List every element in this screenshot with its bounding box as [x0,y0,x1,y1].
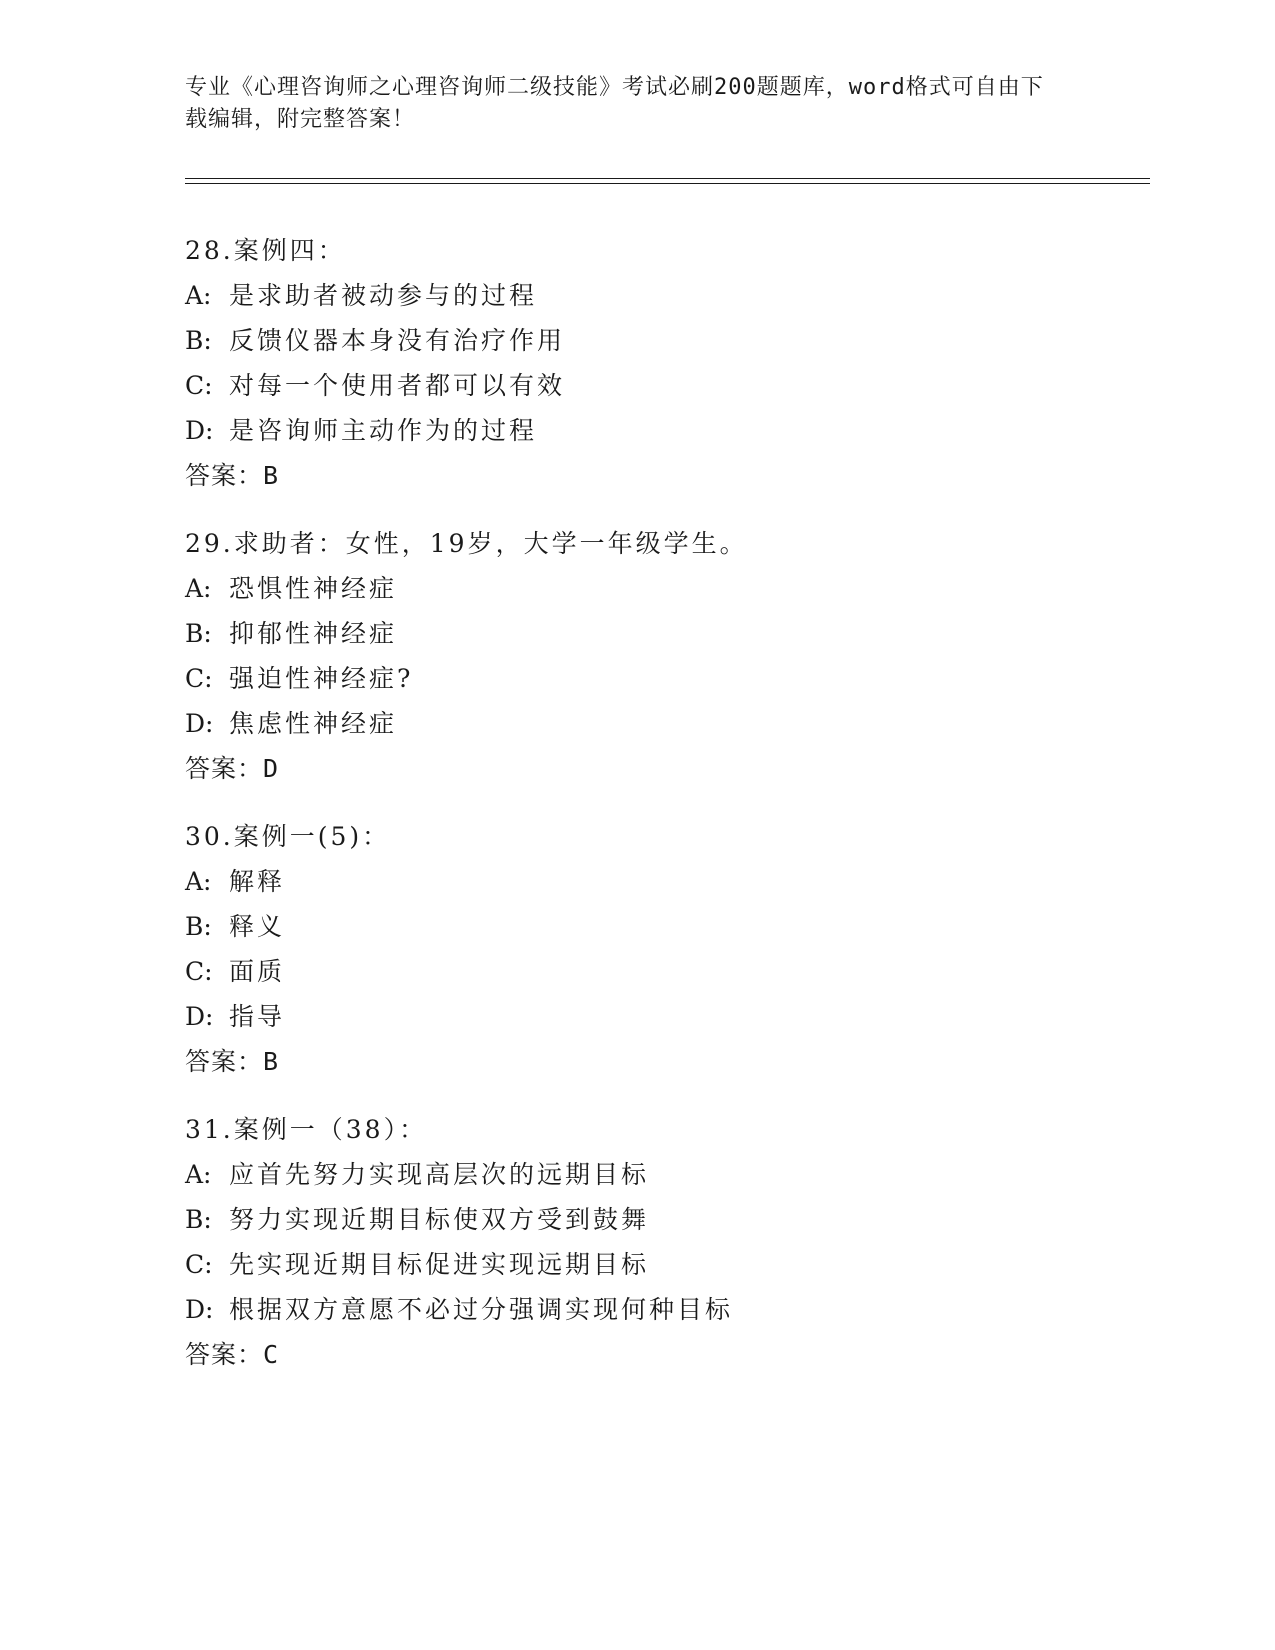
option-d [185,1295,1145,1325]
option-key: D: [185,416,214,445]
option-text: 解释 [229,867,286,896]
question-30 [185,822,1145,1077]
option-key: D: [185,709,214,738]
option-b [185,912,1145,942]
option-key: A: [185,867,212,896]
option-text: 应首先努力实现高层次的远期目标 [229,1160,650,1189]
option-key: D: [185,1002,214,1031]
option-text: 焦虑性神经症 [229,709,398,738]
option-c [185,664,1145,694]
option-text: 先实现近期目标促进实现远期目标 [229,1250,650,1279]
option-text: 强迫性神经症? [229,664,414,693]
option-text: 反馈仪器本身没有治疗作用 [229,326,566,355]
option-d [185,1002,1145,1032]
option-text: 对每一个使用者都可以有效 [229,371,566,400]
option-key: C: [185,1250,213,1279]
option-c [185,371,1145,401]
option-text: 努力实现近期目标使双方受到鼓舞 [229,1205,650,1234]
option-d [185,416,1145,446]
question-list [185,236,1145,1408]
option-text: 释义 [229,912,286,941]
option-b [185,1205,1145,1235]
option-key: A: [185,1160,212,1189]
header-divider-top [185,178,1150,179]
answer-line: 答案：B [185,1047,280,1076]
option-text: 根据双方意愿不必过分强调实现何种目标 [229,1295,734,1324]
option-text: 指导 [229,1002,286,1031]
question-28 [185,236,1145,491]
option-key: B: [185,326,212,355]
option-a [185,1160,1145,1190]
option-text: 是求助者被动参与的过程 [229,281,538,310]
option-key: C: [185,957,213,986]
question-title: 29.求助者：女性，19岁，大学一年级学生。 [185,529,748,558]
document-header: 专业《心理咨询师之心理咨询师二级技能》考试必刷200题题库，word格式可自由下载编辑，附完整答案！ [185,75,1044,132]
option-key: B: [185,1205,212,1234]
option-key: A: [185,281,212,310]
option-c [185,1250,1145,1280]
option-text: 抑郁性神经症 [229,619,398,648]
option-text: 面质 [229,957,286,986]
answer-line: 答案：D [185,754,280,783]
option-a [185,281,1145,311]
option-key: A: [185,574,212,603]
question-title: 30.案例一(5)： [185,822,391,851]
option-b [185,326,1145,356]
header-divider-bottom [185,183,1150,184]
option-c [185,957,1145,987]
option-key: C: [185,371,213,400]
option-a [185,867,1145,897]
option-key: D: [185,1295,214,1324]
answer-line: 答案：B [185,461,280,490]
option-text: 是咨询师主动作为的过程 [229,416,538,445]
answer-line: 答案：C [185,1340,280,1369]
question-title: 31.案例一（38）： [185,1115,428,1144]
option-d [185,709,1145,739]
option-text: 恐惧性神经症 [229,574,398,603]
option-key: C: [185,664,213,693]
option-b [185,619,1145,649]
question-29 [185,529,1145,784]
question-title: 28.案例四： [185,236,346,265]
option-key: B: [185,619,212,648]
option-a [185,574,1145,604]
option-key: B: [185,912,212,941]
question-31 [185,1115,1145,1370]
